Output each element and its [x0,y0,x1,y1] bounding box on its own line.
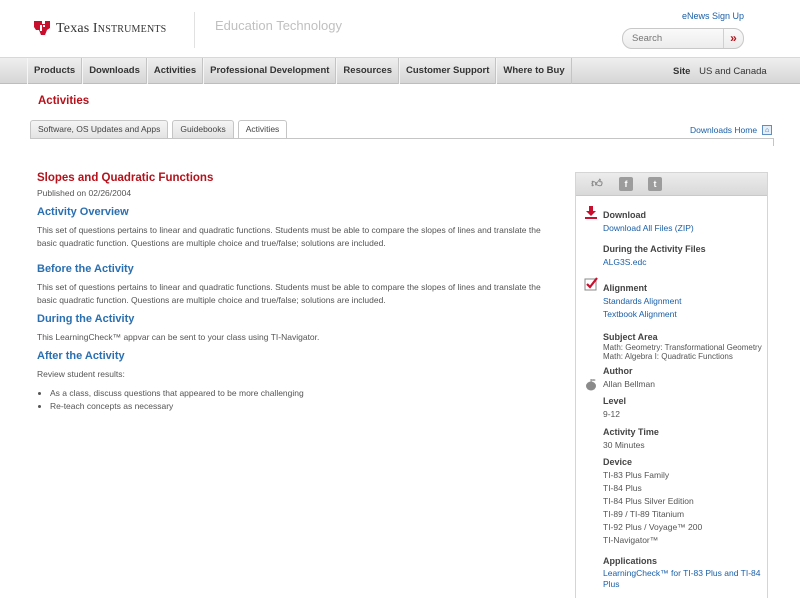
activity-title: Slopes and Quadratic Functions [37,172,214,184]
before-heading: Before the Activity [37,263,134,275]
application-link[interactable] [603,568,761,590]
applications-heading: Applications [603,556,658,566]
after-heading: After the Activity [37,350,125,362]
list-item: TI-89 / TI-89 Titanium [603,509,685,519]
search-input[interactable] [623,29,723,48]
subject-item: Math: Geometry: Transformational Geometry [603,343,762,352]
download-heading: Download [603,210,646,220]
download-icon [584,205,598,219]
logo-word-instruments: Instruments [92,20,167,36]
during-text: This LearningCheck™ appvar can be sent to your class using TI-Navigator. [37,332,320,342]
tab-divider-end [773,138,774,146]
during-files-section [603,244,706,269]
application-link-line2: Plus [603,579,620,589]
list-item: TI-84 Plus [603,483,642,493]
downloads-home-link[interactable] [690,125,772,135]
during-file-link[interactable]: ALG3S.edc [603,257,647,267]
time-heading: Activity Time [603,427,659,437]
time-section [603,427,659,452]
checkmark-icon [584,277,598,291]
tab-bar [30,120,291,139]
subject-item: Math: Algebra I: Quadratic Functions [603,351,733,361]
brand-title: Education Technology [215,18,342,33]
nav-item-customer-support[interactable]: Customer Support [399,58,496,84]
share-bar [576,173,767,196]
logo-word-texas: Texas [56,20,90,36]
standards-alignment-link[interactable]: Standards Alignment [603,296,682,306]
before-text: This set of questions pertains to linear and quadratic functions. Students must be able to compare the slopes of lines and translate the basic quadratic function. Questions are multiple choice and true/false; solutions are included. [37,282,541,305]
facebook-icon[interactable]: f [619,177,633,191]
main-nav [0,58,800,84]
nav-item-resources[interactable]: Resources [336,58,399,84]
subject-heading: Subject Area [603,332,658,342]
list-item: TI-Navigator™ [603,535,659,545]
overview-heading: Activity Overview [37,206,129,218]
site-label: Site [673,66,691,77]
twitter-icon[interactable]: t [648,177,662,191]
level-section [603,396,626,421]
activity-sidebar [575,172,768,598]
subject-section [603,332,762,361]
like-icon[interactable]: 👍︎ [591,178,603,190]
site-selector[interactable] [673,58,767,84]
nav-item-downloads[interactable]: Downloads [82,58,147,84]
after-bullets [50,387,547,413]
apple-icon [584,377,598,391]
application-link-line1: LearningCheck™ for TI-83 Plus and TI-84 [603,568,761,578]
nav-item-activities[interactable]: Activities [147,58,203,84]
author-section [603,366,655,391]
search-go-icon[interactable]: » [723,29,743,48]
applications-section [603,556,761,590]
tab-software[interactable]: Software, OS Updates and Apps [30,120,168,138]
during-files-heading: During the Activity Files [603,244,706,254]
ti-logo[interactable] [32,18,166,38]
site-header [0,0,800,58]
overview-text: This set of questions pertains to linear and quadratic functions. Students must be able to compare the slopes of lines and translate the basic quadratic function. Questions are multiple choice and true/false; solutions are included. [37,225,541,248]
logo-text [56,20,166,37]
during-heading: During the Activity [37,313,135,325]
nav-items [27,58,572,84]
nav-item-where-to-buy[interactable]: Where to Buy [496,58,571,84]
alignment-section [603,283,681,321]
nav-item-products[interactable]: Products [27,58,82,84]
home-icon: ⌂ [762,125,772,135]
ti-logo-icon [32,18,52,38]
alignment-heading: Alignment [603,283,647,293]
tab-activities[interactable]: Activities [238,120,288,139]
list-item: • As a class, discuss questions that appeared to be more challenging [50,387,547,400]
level-value: 9-12 [603,409,621,419]
textbook-alignment-link[interactable]: Textbook Alignment [603,309,677,319]
site-value: US and Canada [699,66,767,77]
search-box [622,28,744,49]
after-text: Review student results: [37,369,125,379]
author-heading: Author [603,366,633,376]
list-item: • Re-teach concepts as necessary [50,400,547,413]
author-name: Allan Bellman [603,379,655,389]
time-value: 30 Minutes [603,440,645,450]
list-item: TI-92 Plus / Voyage™ 200 [603,522,703,532]
activity-content [37,172,547,413]
published-date: Published on 02/26/2004 [37,188,132,198]
tab-divider [30,138,774,139]
device-section [603,457,702,547]
list-item: TI-83 Plus Family [603,470,670,480]
device-heading: Device [603,457,633,467]
nav-item-professional-development[interactable]: Professional Development [203,58,336,84]
header-divider [194,12,195,48]
list-item: TI-84 Plus Silver Edition [603,496,694,506]
tab-guidebooks[interactable]: Guidebooks [172,120,233,138]
download-section [603,210,694,235]
enews-signup-link[interactable]: eNews Sign Up [681,11,744,21]
page-title: Activities [38,95,90,107]
level-heading: Level [603,396,627,406]
download-all-link[interactable]: Download All Files (ZIP) [603,223,694,233]
downloads-home-label: Downloads Home [690,125,758,135]
